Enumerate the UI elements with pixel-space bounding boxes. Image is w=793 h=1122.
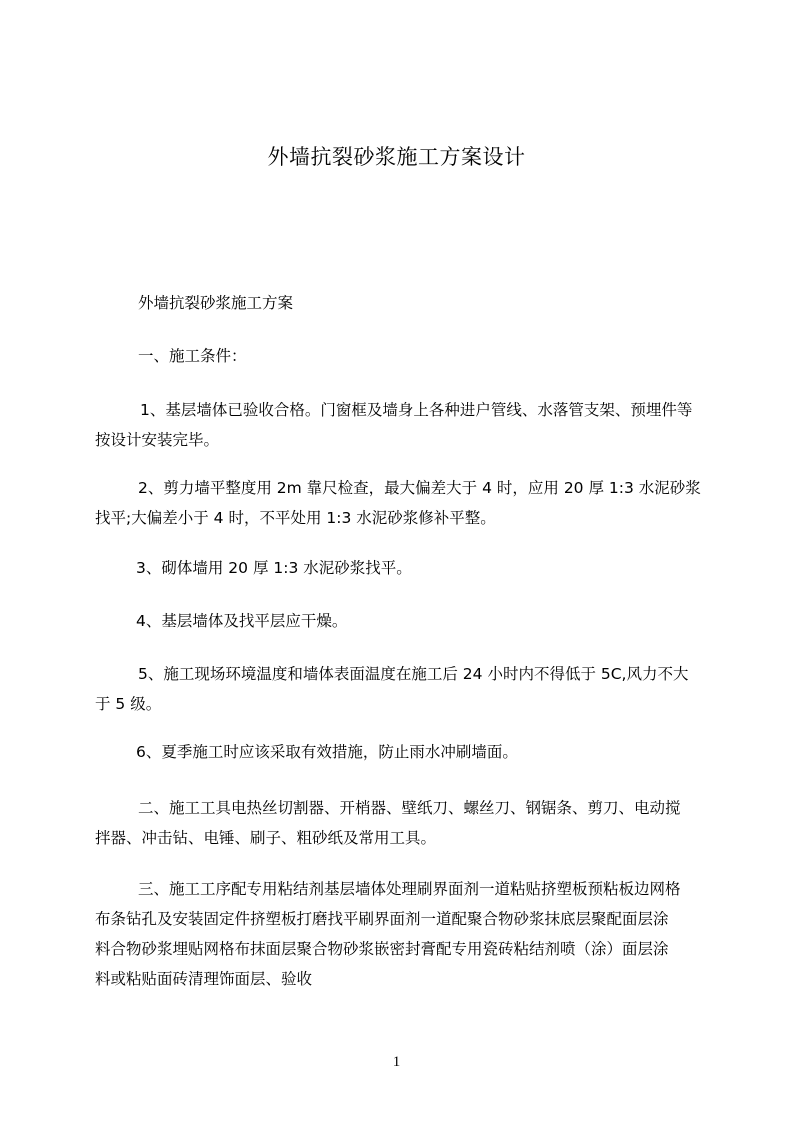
item-5-line-2: 于 5 级。 — [95, 695, 162, 713]
item-2-line-2: 找平;大偏差小于 4 时，不平处用 1:3 水泥砂浆修补平整。 — [95, 509, 496, 527]
section-3-line-4: 料或粘贴面砖清理饰面层、验收 — [95, 970, 313, 988]
section-1-heading: 一、施工条件： — [138, 347, 247, 365]
item-2-line-1: 2、剪力墙平整度用 2m 靠尺检查，最大偏差大于 4 时，应用 20 厚 1:3 水泥砂浆 — [138, 479, 701, 497]
item-3-paragraph: 3、砌体墙用 20 厚 1:3 水泥砂浆找平。 — [136, 559, 412, 577]
item-4-paragraph: 4、基层墙体及找平层应干燥。 — [136, 612, 348, 630]
section-3-line-2: 布条钻孔及安装固定件挤塑板打磨找平刷界面剂一道配聚合物砂浆抹底层聚配面层涂 — [95, 910, 669, 928]
section-2-line-1: 二、施工工具电热丝切割器、开梢器、壁纸刀、螺丝刀、钢锯条、剪刀、电动搅 — [138, 799, 681, 817]
item-1-paragraph — [95, 395, 692, 455]
item-2-paragraph — [95, 473, 701, 533]
page-number: 1 — [392, 1054, 401, 1070]
section-2-paragraph — [95, 793, 681, 853]
document-subtitle: 外墙抗裂砂浆施工方案 — [138, 294, 294, 312]
item-1-line-1: 1、基层墙体已验收合格。门窗框及墙身上各种进户管线、水落管支架、预埋件等 — [140, 401, 693, 419]
item-5-paragraph — [95, 659, 688, 719]
section-2-line-2: 拌器、冲击钻、电锤、刷子、粗砂纸及常用工具。 — [95, 829, 437, 847]
item-1-line-2: 按设计安装完毕。 — [95, 431, 220, 449]
section-3-line-1: 三、施工工序配专用粘结剂基层墙体处理刷界面剂一道粘贴挤塑板预粘板边网格 — [138, 880, 681, 898]
item-6-paragraph: 6、夏季施工时应该采取有效措施，防止雨水冲刷墙面。 — [136, 743, 518, 761]
document-title: 外墙抗裂砂浆施工方案设计 — [267, 145, 526, 169]
section-3-line-3: 料合物砂浆埋贴网格布抹面层聚合物砂浆嵌密封膏配专用瓷砖粘结剂喷（涂）面层涂 — [95, 940, 669, 958]
item-5-line-1: 5、施工现场环境温度和墙体表面温度在施工后 24 小时内不得低于 5C,风力不大 — [138, 665, 689, 683]
section-3-paragraph — [95, 874, 681, 994]
